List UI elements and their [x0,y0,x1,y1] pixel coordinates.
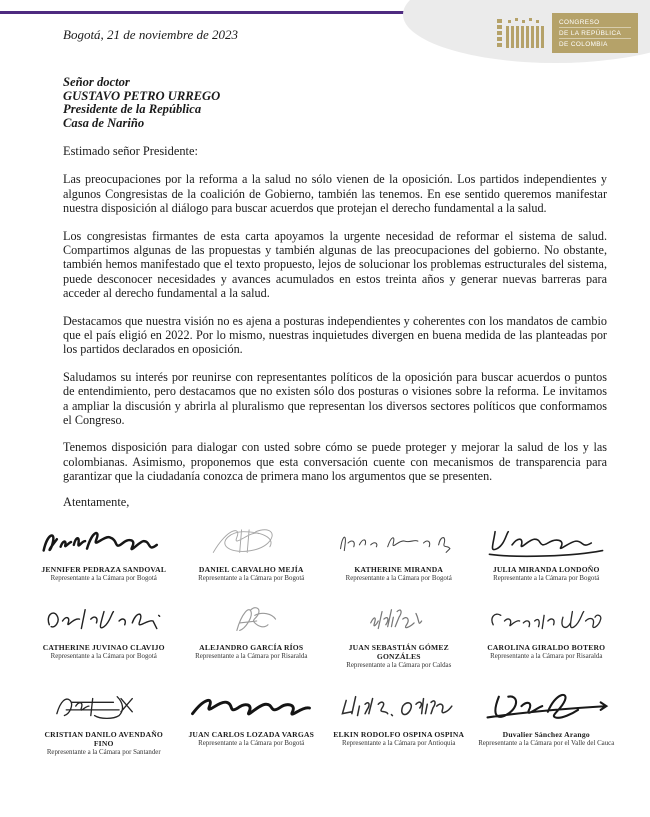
signature-image [38,689,170,727]
signer-cell [34,689,174,756]
signer-title: Representante a la Cámara por Risaralda [490,652,603,660]
signature-image [185,602,317,640]
signer-cell [329,689,469,756]
signer-cell [329,524,469,582]
recipient-block [63,76,607,130]
signer-cell [477,524,617,582]
paragraph-2: Los congresistas firmantes de esta carta apoyamos la urgente necesidad de reformar el sistema de salud. Compartimos algunas de las propuestas y también algunas de las preocupaciones del gobierno. No obstante, también hemos manifestado que el texto propuesto, lejos de solucionar los problemas estructurales del sistema, puede desconocer necesidades y avances acumulados en estos treinta años y generar nuevas barreras para acceder al derecho fundamental a la salud. [63,228,607,301]
signer-title: Representante a la Cámara por Bogotá [198,574,305,582]
logo-line-1: CONGRESO [559,17,631,28]
signature-image [333,524,465,562]
signer-name: CAROLINA GIRALDO BOTERO [487,642,606,652]
signature-image [480,602,612,640]
signer-name: DANIEL CARVALHO MEJÍA [198,564,304,574]
signer-title: Representante a la Cámara por Risaralda [195,652,308,660]
signer-title: Representante a la Cámara por Santander [46,748,161,756]
closing: Atentamente, [63,494,130,509]
signer-title: Representante a la Cámara por Bogotá [345,574,452,582]
recipient-name: GUSTAVO PETRO URREGO [63,88,221,103]
signature-image [333,689,465,727]
capitol-columns-icon [495,14,547,52]
signer-name: KATHERINE MIRANDA [354,564,444,574]
recipient-address: Casa de Nariño [63,115,145,130]
signer-name: JUAN CARLOS LOZADA VARGAS [188,729,315,739]
signer-cell [34,602,174,669]
signer-cell [329,602,469,669]
signature-image [333,602,465,640]
signer-cell [182,689,322,756]
recipient-role: Presidente de la República [63,102,202,117]
signer-title: Representante a la Cámara por Bogotá [50,574,157,582]
logo-wordmark [552,13,638,53]
signature-image [480,524,612,562]
signer-title: Representante a la Cámara por el Valle del Cauca [478,739,615,747]
signer-title: Representante a la Cámara por Bogotá [493,574,600,582]
signature-image [480,689,612,727]
signer-name: JENNIFER PEDRAZA SANDOVAL [41,564,167,574]
letter-date: Bogotá, 21 de noviembre de 2023 [63,27,238,42]
signer-title: Representante a la Cámara por Caldas [346,661,452,669]
signer-name: JUAN SEBASTIÁN GÓMEZ GONZÁLES [348,642,449,661]
signer-cell [477,602,617,669]
signer-title: Representante a la Cámara por Bogotá [198,739,305,747]
signer-title: Representante a la Cámara por Antioquia [342,739,456,747]
signer-cell [34,524,174,582]
congress-logo [495,13,638,53]
signature-grid [0,524,650,756]
paragraph-5: Tenemos disposición para dialogar con usted sobre cómo se puede proteger y mejorar la salud de los y las colombianas. Asimismo, proponemos que esta conversación cuente con mecanismos de transparencia para garantizar que la ciudadanía conozca de primera mano los argumentos que se presenten. [63,440,607,484]
signer-name: Duvalier Sánchez Arango [502,729,590,739]
signature-image [38,602,170,640]
paragraph-3: Destacamos que nuestra visión no es ajena a posturas independientes y coherentes con los mandatos de cambio que el país eligió en 2022. Por lo mismo, nuestras inquietudes divergen en buena medida de las planteadas por los partidos declarados en oposición. [63,313,607,357]
signature-image [185,524,317,562]
signer-name: CRISTIAN DANILO AVENDAÑO FINO [44,729,164,748]
signer-name: ELKIN RODOLFO OSPINA OSPINA [333,729,465,739]
signature-image [185,689,317,727]
salutation: Estimado señor Presidente: [63,144,198,159]
logo-line-3: DE COLOMBIA [559,40,608,48]
signer-name: JULIA MIRANDA LONDOÑO [492,564,600,574]
paragraph-4: Saludamos su interés por reunirse con representantes políticos de la oposición para buscar acuerdos o puntos de entendimiento, pero destacamos que no existen sólo dos posturas o visiones sobre la reforma. Le invitamos a ampliar la discusión y abrirla al pluralismo que representan los diversos sectores políticos que conformamos el Congreso. [63,369,607,428]
signer-title: Representante a la Cámara por Bogotá [50,652,157,660]
letter-body [63,172,607,483]
signature-image [38,524,170,562]
logo-line-2: DE LA REPÚBLICA [559,28,631,39]
signer-cell [182,602,322,669]
recipient-honorific: Señor doctor [63,75,130,89]
signer-cell [182,524,322,582]
signer-cell [477,689,617,756]
signer-name: ALEJANDRO GARCÍA RÍOS [199,642,304,652]
paragraph-1: Las preocupaciones por la reforma a la salud no sólo vienen de la oposición. Los partidos independientes y algunos Congresistas de la coalición de Gobierno, también las tenemos. En ese sentido queremos manifestar nuestra disposición al diálogo para buscar acuerdos que protejan el derecho fundamental a la salud. [63,172,607,216]
signer-name: CATHERINE JUVINAO CLAVIJO [42,642,165,652]
